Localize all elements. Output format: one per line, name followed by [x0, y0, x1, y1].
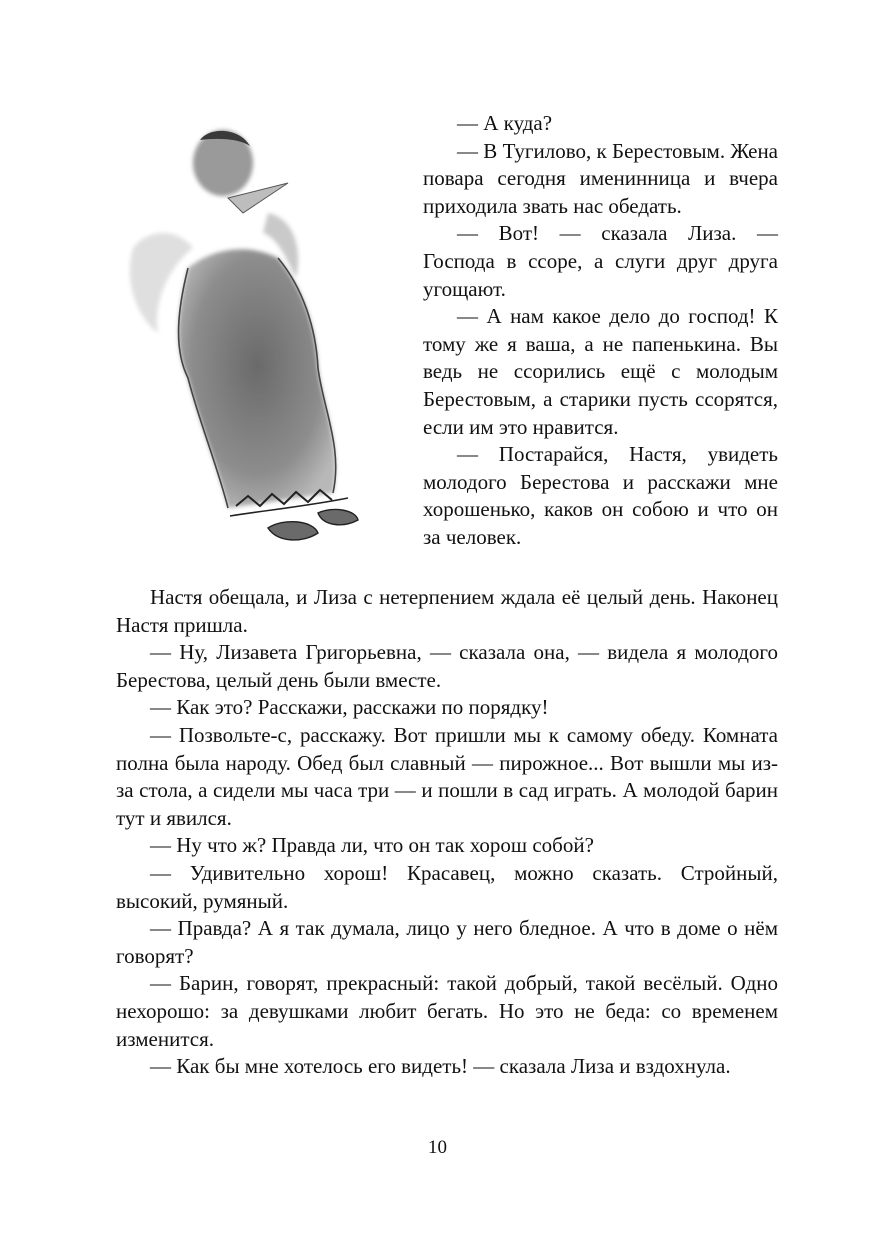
paragraph: — Правда? А я так думала, лицо у него бледное. А что в доме о нём говорят?: [116, 916, 778, 968]
paragraph: — Ну что ж? Правда ли, что он так хорош собой?: [150, 833, 594, 858]
paragraph: — Как бы мне хотелось его видеть! — сказала Лиза и вздохнула.: [150, 1054, 731, 1079]
paragraph: — Ну, Лизавета Григорьевна, — сказала она, — видела я молодого Берестова, целый день были вместе.: [116, 640, 778, 692]
page-number: 10: [428, 1137, 447, 1158]
right-foot: [318, 509, 358, 524]
full-width-text: [116, 584, 778, 1081]
paragraph: — Как это? Расскажи, расскажи по порядку!: [150, 695, 549, 720]
right-text-column: [423, 110, 778, 552]
left-foot: [268, 522, 318, 540]
paragraph: — А куда?: [457, 111, 553, 135]
paragraph: — Удивительно хорош! Красавец, можно сказать. Стройный, высокий, румяный.: [116, 860, 778, 913]
paragraph: — Барин, говорят, прекрасный: такой добрый, такой весёлый. Одно нехорошо: за девушками любит бегать. Но это не беда: со временем изменится.: [116, 971, 778, 1051]
ink-figure-illustration: [118, 118, 380, 558]
paragraph: — Вот! — сказала Лиза. — Господа в ссоре, а слуги друг друга угощают.: [423, 221, 778, 301]
paragraph: — А нам какое дело до господ! К тому же я ваша, а не папенькина. Вы ведь не ссорились ещё с молодым Берестовым, а старики пусть ссорятся, если им это нравится.: [423, 304, 778, 439]
paragraph: — В Тугилово, к Берестовым. Жена повара сегодня именинница и вчера приходила звать нас обедать.: [423, 138, 778, 218]
paragraph: — Постарайся, Настя, увидеть молодого Берестова и расскажи мне хорошенько, каков он собою и что он за человек.: [423, 442, 778, 549]
body-wash: [179, 249, 336, 508]
paragraph: — Позвольте-с, расскажу. Вот пришли мы к самому обеду. Комната полна была народу. Обед был славный — пирожное... Вот вышли мы из-за стола, а сидели мы часа три — и пошли в сад играть. А молодой барин тут и явился.: [116, 722, 778, 830]
paragraph: Настя обещала, и Лиза с нетерпением ждала её целый день. Наконец Настя пришла.: [116, 585, 778, 637]
